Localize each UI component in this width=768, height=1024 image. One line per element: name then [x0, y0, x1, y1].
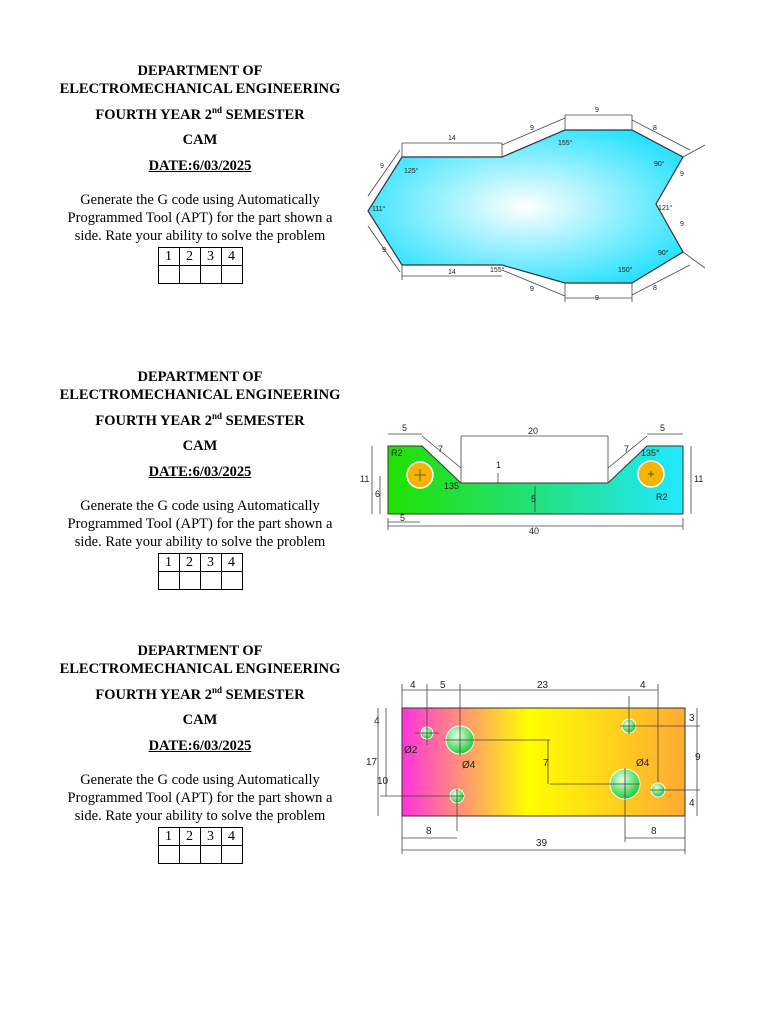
rating-box-1[interactable] [158, 266, 179, 284]
dim-label: 9 [680, 171, 684, 178]
radius-label: R2 [391, 448, 403, 458]
instruction-text: Generate the G code using Automatically Programmed Tool (APT) for the part shown a side. Rate your ability to solve the problem [67, 498, 333, 550]
rating-box-4[interactable] [221, 572, 242, 590]
dim-label: 4 [689, 798, 695, 809]
dim-label: 40 [529, 526, 540, 536]
rating-2: 2 [179, 828, 200, 846]
dim-label: 7 [438, 444, 444, 454]
dim-label: 5 [400, 513, 406, 523]
rating-3: 3 [200, 828, 221, 846]
dim-label: 9 [595, 295, 599, 302]
dim-label: 1 [496, 460, 502, 470]
dim-label: 9 [530, 125, 534, 132]
dim-label: 8 [653, 285, 657, 292]
dim-label: 17 [366, 757, 378, 768]
angle-label: 121° [658, 205, 673, 212]
dim-label: 11 [694, 474, 704, 484]
semester-heading: FOURTH YEAR 2nd SEMESTER [95, 411, 305, 429]
dim-label: 9 [382, 247, 386, 254]
rating-box-1[interactable] [158, 846, 179, 864]
dim-label: 8 [426, 826, 432, 837]
rating-box-1[interactable] [158, 572, 179, 590]
date-heading: DATE:6/03/2025 [148, 158, 252, 174]
angle-label: 125° [404, 168, 419, 175]
dim-label: 7 [543, 758, 549, 769]
rating-4: 4 [221, 248, 242, 266]
dim-label: 4 [374, 716, 380, 727]
department-heading: DEPARTMENT OF ELECTROMECHANICAL ENGINEERING [59, 63, 341, 97]
problem-text-1 [55, 62, 345, 284]
rating-2: 2 [179, 554, 200, 572]
rating-table [158, 247, 243, 284]
rating-1: 1 [158, 828, 179, 846]
rating-box-3[interactable] [200, 846, 221, 864]
course-heading: CAM [182, 132, 218, 148]
rating-table [158, 827, 243, 864]
instruction-text: Generate the G code using Automatically Programmed Tool (APT) for the part shown a side. Rate your ability to solve the problem [67, 192, 333, 244]
diameter-label: Ø2 [404, 745, 418, 756]
angle-label: 135 [444, 481, 460, 491]
angle-label: 150° [618, 267, 633, 274]
rating-box-2[interactable] [179, 846, 200, 864]
dim-label: 8 [651, 826, 657, 837]
dim-label: 9 [680, 221, 684, 228]
dim-label: 14 [448, 269, 456, 276]
rating-box-2[interactable] [179, 266, 200, 284]
dim-label: 39 [536, 838, 548, 849]
dim-label: 14 [448, 135, 456, 142]
rating-3: 3 [200, 554, 221, 572]
part-drawing-1 [360, 100, 712, 310]
dim-label: 4 [410, 680, 416, 691]
dim-label: 11 [360, 474, 370, 484]
dim-label: 9 [530, 286, 534, 293]
problem-text-3 [55, 642, 345, 864]
rating-table [158, 553, 243, 590]
dim-label: 7 [624, 444, 630, 454]
rating-1: 1 [158, 248, 179, 266]
radius-label: R2 [656, 492, 668, 502]
dim-label: 23 [537, 680, 549, 691]
dim-label: 5 [402, 423, 408, 433]
diameter-label: Ø4 [636, 758, 650, 769]
dim-label: 9 [380, 163, 384, 170]
rating-4: 4 [221, 828, 242, 846]
instruction-text: Generate the G code using Automatically Programmed Tool (APT) for the part shown a side. Rate your ability to solve the problem [67, 772, 333, 824]
dim-label: 9 [595, 107, 599, 114]
date-heading: DATE:6/03/2025 [148, 738, 252, 754]
dim-label: 20 [528, 426, 539, 436]
rating-2: 2 [179, 248, 200, 266]
dim-label: 9 [695, 752, 701, 763]
course-heading: CAM [182, 712, 218, 728]
diameter-label: Ø4 [462, 760, 476, 771]
department-heading: DEPARTMENT OF ELECTROMECHANICAL ENGINEERING [59, 643, 341, 677]
rating-3: 3 [200, 248, 221, 266]
part-drawing-2 [358, 418, 708, 540]
angle-label: 111° [372, 206, 386, 213]
rating-4: 4 [221, 554, 242, 572]
dim-label: 6 [375, 489, 381, 499]
angle-label: 90° [654, 161, 665, 168]
rating-box-3[interactable] [200, 266, 221, 284]
dim-label: 8 [653, 125, 657, 132]
semester-heading: FOURTH YEAR 2nd SEMESTER [95, 685, 305, 703]
problem-text-2 [55, 368, 345, 590]
angle-label: 135° [641, 448, 660, 458]
angle-label: 155° [558, 140, 573, 147]
part-outline [368, 130, 683, 283]
date-heading: DATE:6/03/2025 [148, 464, 252, 480]
angle-label: 90° [658, 250, 669, 257]
rating-1: 1 [158, 554, 179, 572]
angle-label: 155° [490, 267, 505, 274]
rating-box-2[interactable] [179, 572, 200, 590]
part-drawing-3 [360, 676, 710, 854]
dim-label: 5 [531, 494, 537, 504]
dim-label: 5 [440, 680, 446, 691]
dim-label: 5 [660, 423, 666, 433]
semester-heading: FOURTH YEAR 2nd SEMESTER [95, 105, 305, 123]
dim-label: 3 [689, 713, 695, 724]
department-heading: DEPARTMENT OF ELECTROMECHANICAL ENGINEERING [59, 369, 341, 403]
rating-box-4[interactable] [221, 846, 242, 864]
rating-box-4[interactable] [221, 266, 242, 284]
course-heading: CAM [182, 438, 218, 454]
dim-label: 10 [377, 776, 389, 787]
dim-label: 4 [640, 680, 646, 691]
rating-box-3[interactable] [200, 572, 221, 590]
